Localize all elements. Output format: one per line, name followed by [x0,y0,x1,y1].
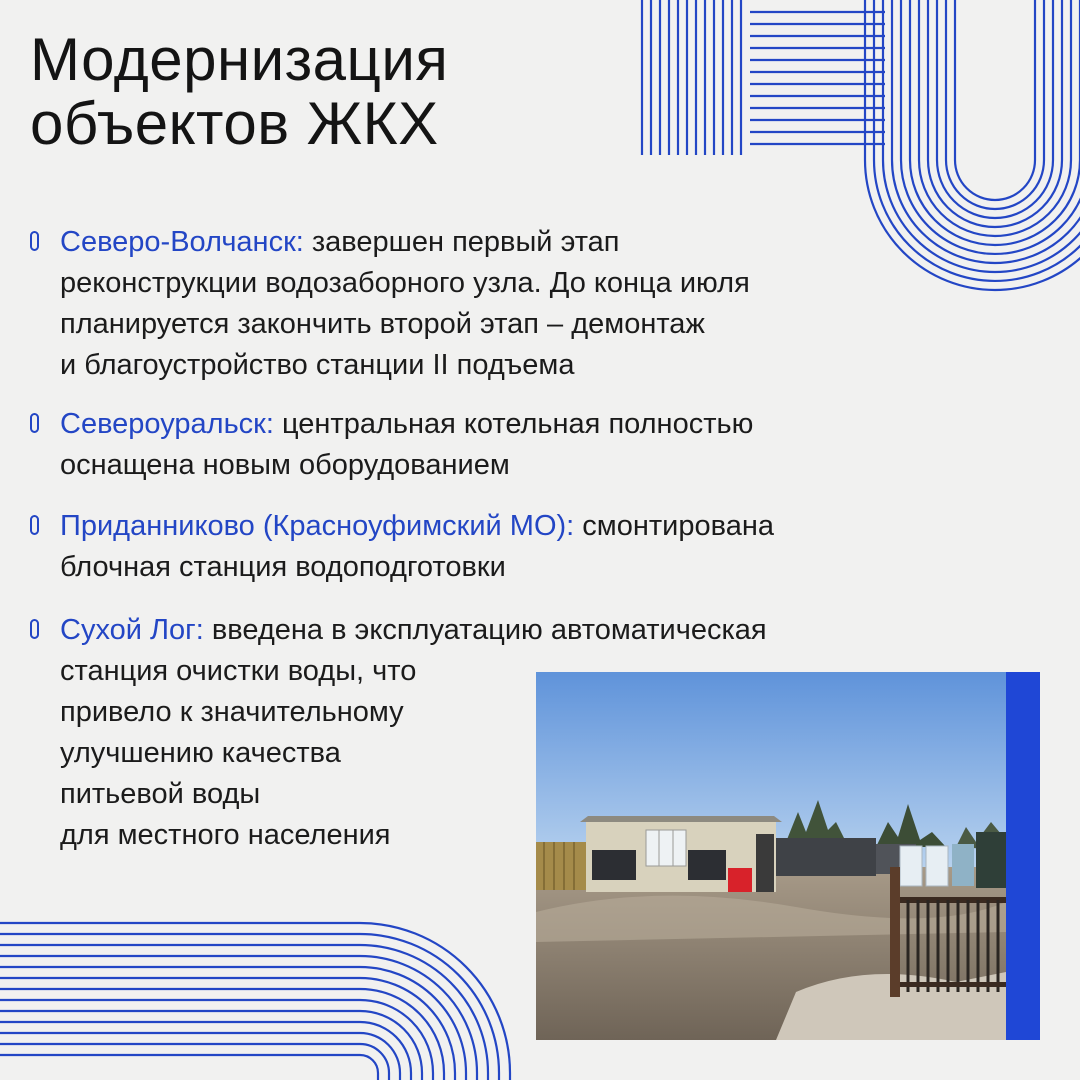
photo-accent-bar [1006,672,1040,1040]
decorative-stroke [955,0,1035,200]
item-place: Сухой Лог: [60,614,204,646]
item-text-line: и благоустройство станции II подъема [60,349,575,381]
decorative-stroke [0,923,510,1080]
decorative-stroke [0,1022,411,1080]
item-place: Приданниково (Красноуфимский МО): [60,510,575,542]
item-text-line: блочная станция водоподготовки [60,551,506,583]
station-photo [536,672,1006,1040]
item-place: Североуральск: [60,408,274,440]
decorative-stroke [0,1033,400,1080]
list-item [30,506,1040,588]
item-text-line: центральная котельная полностью [273,408,754,440]
bullet-marker [30,231,39,251]
item-text-line: улучшению качества [60,737,341,769]
title-line-1: Модернизация [30,26,449,93]
decorative-stroke [0,1044,389,1080]
title-line-2: объектов ЖКХ [30,90,439,157]
item-text-line: завершен первый этап [303,226,620,258]
decorative-stroke [0,1055,378,1080]
item-text-line: для местного населения [60,819,391,851]
item-text-line: оснащена новым оборудованием [60,449,510,481]
decorative-lines-bottom-left [0,915,540,1080]
page-title [30,28,448,156]
bullet-marker [30,413,39,433]
decorative-stroke [0,945,488,1080]
item-text-line: смонтирована [574,510,774,542]
item-text-line: станция очистки воды, что [60,655,417,687]
item-text-line: реконструкции водозаборного узла. До конца июля [60,267,750,299]
station-photo-illustration [536,672,1006,1040]
bullet-marker [30,515,39,535]
item-text-line: питьевой воды [60,778,261,810]
item-text-line: введена в эксплуатацию автоматическая [203,614,767,646]
list-item [30,404,1040,486]
bullet-marker [30,619,39,639]
item-text-line: планируется закончить второй этап – демонтаж [60,308,705,340]
list-item [30,222,1040,386]
item-place: Северо-Волчанск: [60,226,304,258]
decorative-stroke [946,0,1044,209]
decorative-stroke [0,956,477,1080]
item-text-line: привело к значительному [60,696,404,728]
